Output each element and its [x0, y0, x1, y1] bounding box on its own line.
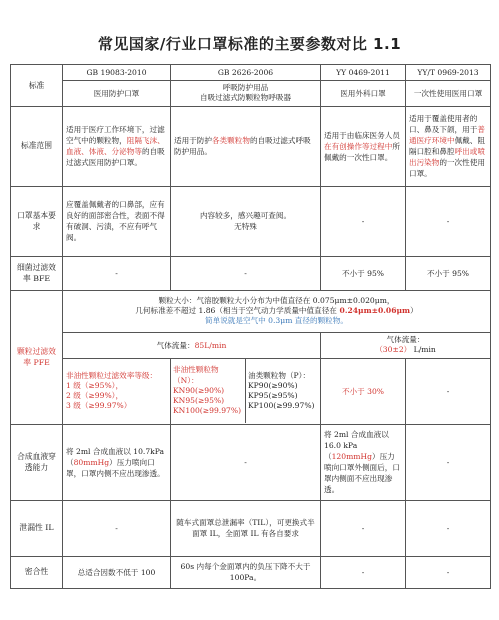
flow-value: （30±2） [375, 345, 412, 354]
pfe-flow-1 [63, 332, 321, 358]
pfe-cell-1 [63, 358, 171, 424]
bfe-cell-4: 不小于 95% [406, 256, 491, 290]
scope-text: 适用于医疗工作环境下，过滤空气中的颗粒物， [66, 125, 165, 145]
pfe-cell-2-n [171, 359, 245, 423]
pfe-grade: 3 级（≥99.97%） [66, 401, 132, 411]
scope-text: 适用于覆盖使用者的口、鼻及下颌，用于 [409, 114, 478, 134]
bfe-cell-1: - [63, 256, 171, 290]
pfe-grade: KN90(≥90%) [173, 385, 225, 395]
scope-text: 所佩戴的一次性口罩。 [324, 141, 400, 162]
row-label-scope: 标准范围 [11, 106, 63, 186]
blood-cell-4: - [406, 424, 491, 500]
fit-cell-4: - [406, 556, 491, 588]
pfe-size-text: ） [410, 305, 418, 315]
pfe-size-line2 [66, 306, 487, 316]
blood-text: 将 2ml 合成血液以 16.0 kPa（ [324, 430, 389, 461]
basic-cell-1: 应覆盖佩戴者的口鼻部，应有良好的面部密合性，表面不得有破洞、污渍，不应有呼气阀。 [63, 186, 171, 256]
pfe-grade: KN95(≥95%) [173, 396, 225, 406]
scope-cell-3 [321, 106, 406, 186]
page-title: 常见国家/行业口罩标准的主要参数对比 1.1 [97, 35, 402, 53]
scope-text: 适用于由临床医务人员 [324, 130, 400, 140]
scope-text: 的一次性使用口罩。 [409, 158, 485, 178]
pfe-cell-2-p [245, 359, 320, 423]
blood-highlight: 80mmHg [73, 457, 110, 467]
pfe-grade: 2 级（≥99%）， [66, 391, 124, 400]
std-name-2-line1: 呼吸防护用品 [222, 83, 269, 92]
bfe-cell-2: - [171, 256, 321, 290]
scope-highlight: 呼出或喷出污染物 [409, 147, 485, 167]
scope-cell-4 [406, 106, 491, 186]
row-label-pfe: 颗粒过滤效率 PFE [11, 290, 63, 424]
scope-text: 适用于防护 [174, 136, 212, 145]
std-name-2 [171, 81, 321, 107]
blood-text: 将 2ml 合成血液以 10.7kPa（ [66, 446, 165, 467]
pfe-grade: KP100(≥99.97%) [248, 401, 315, 411]
fit-cell-3: - [321, 556, 406, 588]
scope-cell-1 [63, 106, 171, 186]
std-number-3: YY 0469-2011 [321, 65, 406, 81]
pfe-size-text: 几何标准差不超过 1.86（相当于空气动力学质量中值直径在 [135, 305, 337, 315]
pfe-grade-head: 油类颗粒物（P）： [248, 370, 311, 380]
basic-cell-2-line2: 无特殊 [234, 222, 257, 231]
pfe-cell-4: - [406, 358, 491, 424]
standards-comparison-table [10, 64, 491, 589]
flow-label: 气体流量： [156, 340, 195, 350]
table-row [11, 290, 491, 332]
table-row [11, 332, 491, 358]
scope-text: 的自吸过滤式医用防护口罩。 [66, 147, 165, 167]
table-row [11, 81, 491, 107]
table-row [11, 186, 491, 256]
std-name-2-line2: 自吸过滤式防颗粒物呼吸器 [199, 93, 292, 103]
pfe-size-line3: 简单说就是空气中 0.3μm 直径的颗粒物。 [205, 316, 348, 326]
pfe-grade: 1 级（≥95%）， [66, 380, 124, 390]
pfe-grade: KP90(≥90%) [248, 380, 298, 390]
leak-cell-4: - [406, 500, 491, 556]
pfe-size-highlight: 0.24μm±0.06μm [336, 305, 411, 315]
fit-cell-2: 60s 内每个金面罩内的负压下降不大于 100Pa。 [171, 556, 321, 588]
pfe-grade-head: 非油性颗粒过滤效率等级： [66, 370, 158, 380]
std-number-1: GB 19083-2010 [63, 65, 171, 81]
pfe-particle-size [63, 290, 491, 332]
table-row [11, 65, 491, 81]
table-row [11, 556, 491, 588]
blood-cell-1 [63, 424, 171, 500]
scope-text: 的自吸过滤式呼吸防护用品。 [174, 136, 311, 156]
std-number-2: GB 2626-2006 [171, 65, 321, 81]
table-row [11, 500, 491, 556]
pfe-cell-2 [171, 358, 321, 424]
scope-highlight: 阻隔飞沫、血液、体液、分泌物等 [66, 136, 165, 156]
blood-text: ）压力喷向口罩，口罩内侧不应出现渗透。 [66, 457, 165, 478]
basic-cell-3: - [321, 186, 406, 256]
leak-cell-1: - [63, 500, 171, 556]
pfe-grade-head: 非油性颗粒物（N）： [173, 365, 219, 385]
std-name-1: 医用防护口罩 [63, 81, 171, 107]
std-number-4: YY/T 0969-2013 [406, 65, 491, 81]
pfe-flow-2 [321, 332, 491, 358]
pfe-cell-3: 不小于 30% [321, 358, 406, 424]
scope-text: 佩戴、阻隔口腔和鼻腔 [409, 136, 485, 156]
pfe-grade: KN100(≥99.97%) [173, 406, 242, 416]
pfe-size-line1: 颗粒大小：气溶胶颗粒大小分布为中值直径在 0.075μm±0.020μm， [158, 295, 395, 305]
flow-value: 85L/min [194, 340, 227, 350]
fit-cell-1: 总适合因数不低于 100 [63, 556, 171, 588]
flow-label: 气体流量： [386, 334, 425, 344]
pfe-grade: KP95(≥95%) [248, 391, 298, 400]
basic-cell-2 [171, 186, 321, 256]
header-standard: 标准 [11, 65, 63, 107]
blood-text: ）压力喷向口罩外侧面后，口罩内侧面不应出现渗透。 [324, 452, 400, 494]
scope-cell-2 [171, 106, 321, 186]
row-label-basic: 口罩基本要求 [11, 186, 63, 256]
bfe-cell-3: 不小于 95% [321, 256, 406, 290]
basic-cell-4: - [406, 186, 491, 256]
scope-highlight: 各类颗粒物 [211, 136, 250, 145]
blood-cell-3 [321, 424, 406, 500]
row-label-bfe: 细菌过滤效率 BFE [11, 256, 63, 290]
scope-highlight: 普通医疗环境中 [409, 125, 485, 145]
basic-cell-2-line1: 内容较多，感兴趣可查阅。 [199, 211, 292, 220]
table-row [11, 256, 491, 290]
blood-highlight: 120mmHg [331, 452, 372, 461]
row-label-blood: 合成血液穿透能力 [11, 424, 63, 500]
table-row [11, 106, 491, 186]
table-row [11, 358, 491, 424]
leak-cell-3: - [321, 500, 406, 556]
std-name-4: 一次性使用医用口罩 [406, 81, 491, 107]
table-row [11, 424, 491, 500]
row-label-leak: 泄漏性 IL [11, 500, 63, 556]
scope-highlight: 在有创操作等过程中 [324, 141, 393, 151]
flow-unit: L/min [413, 345, 436, 354]
std-name-3: 医用外科口罩 [321, 81, 406, 107]
leak-cell-2: 随车式面罩总泄漏率（TIL），可更换式半面罩 IL，全面罩 IL 有各自要求 [171, 500, 321, 556]
row-label-fit: 密合性 [11, 556, 63, 588]
blood-cell-2: - [171, 424, 321, 500]
